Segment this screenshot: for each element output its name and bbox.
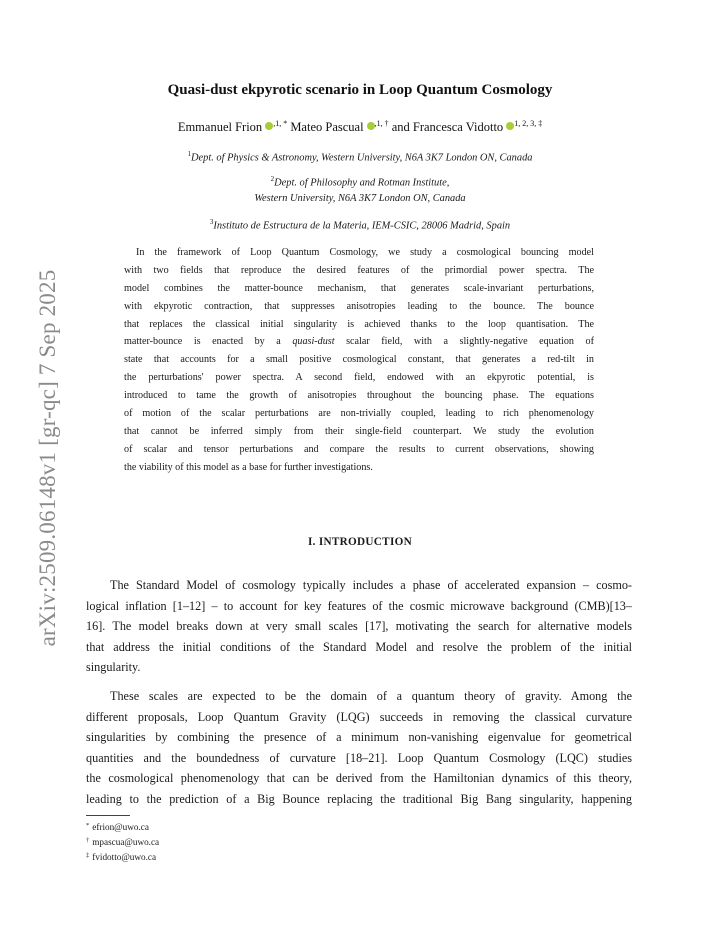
author-name: Mateo Pascual <box>290 120 364 134</box>
abstract-line: state that accounts for a small positive cosmological constant, that generates a red-tilt in <box>124 354 594 366</box>
abstract-line: with ekpyrotic contraction, that suppresses anisotropies leading to the bounce. The bounce <box>124 300 594 312</box>
paragraph-line: These scales are expected to be the domain of a quantum theory of gravity. Among the <box>110 689 632 703</box>
abstract-line: introduced to tame the growth of anisotropies throughout the bouncing phase. The equations <box>124 390 594 402</box>
footnote-email[interactable]: efrion@uwo.ca <box>92 822 149 832</box>
abstract-line: that cannot be inferred simply from their single-field counterpart. We study the evolution <box>124 425 594 437</box>
abstract-line: with two fields that reproduce the desired features of the primordial power spectra. The <box>124 264 594 276</box>
orcid-icon[interactable] <box>265 122 273 130</box>
paragraph-line: that address the initial conditions of the Standard Model and resolve the problem of the initial <box>86 639 632 654</box>
paragraph <box>86 575 632 678</box>
abstract-line: of motion of the scalar perturbations are non-trivially coupled, leading to rich phenomenology <box>124 408 594 420</box>
author-marks: ,1, * <box>273 119 288 128</box>
author-marks: 1, 2, 3, ‡ <box>514 119 543 128</box>
abstract-line: the viability of this model as a base for further investigations. <box>124 461 373 473</box>
footnote: * efrion@uwo.ca <box>86 822 149 832</box>
paragraph-line: leading to the prediction of a Big Bounce replacing the traditional Big Bang singularity, happening <box>86 791 632 806</box>
footnote-rule <box>86 815 130 816</box>
affiliation: Western University, N6A 3K7 London ON, Canada <box>254 193 466 204</box>
abstract-line: matter-bounce is enacted by a quasi-dust scalar field, with a slightly-negative equation of <box>124 336 594 348</box>
abstract-line: of scalar and tensor perturbations and compare the results to current observations, showing <box>124 443 594 455</box>
footnote: ‡ fvidotto@uwo.ca <box>86 852 157 862</box>
author-list <box>0 119 720 135</box>
section-heading: I. INTRODUCTION <box>308 536 412 548</box>
footnote-email[interactable]: fvidotto@uwo.ca <box>92 852 157 862</box>
arxiv-stamp: arXiv:2509.06148v1 [gr-qc] 7 Sep 2025 <box>35 269 60 647</box>
abstract <box>124 244 594 477</box>
paragraph-line: singularities by combining the presence of a minimum non-vanishing eigenvalue for geometrical <box>86 730 632 745</box>
footnote: † mpascua@uwo.ca <box>86 837 160 847</box>
emphasis: quasi-dust <box>292 336 335 348</box>
affiliation: $^1$Dept. of Physics & Astronomy, Western University, N6A 3K7 London ON, Canada <box>187 150 533 164</box>
abstract-line: In the framework of Loop Quantum Cosmology, we study a cosmological bouncing model <box>136 247 594 258</box>
footnote-email[interactable]: mpascua@uwo.ca <box>92 837 160 847</box>
paper-title: Quasi-dust ekpyrotic scenario in Loop Quantum Cosmology <box>167 82 553 98</box>
abstract-line: the perturbations' power spectra. A second field, endowed with an ekpyrotic potential, is <box>124 372 594 384</box>
paragraph-line: different proposals, Loop Quantum Gravity (LQG) succeeds in removing the classical curvature <box>86 709 632 724</box>
paragraph-line: the cosmological phenomenology that can be derived from the Hamiltonian dynamics of this theory, <box>86 771 632 786</box>
author-marks: ,1, † <box>374 119 389 128</box>
paragraph <box>86 686 632 810</box>
paragraph-line: The Standard Model of cosmology typically includes a phase of accelerated expansion – cosmo- <box>110 578 632 592</box>
affiliation: $^3$Instituto de Estructura de la Materia, IEM-CSIC, 28006 Madrid, Spain <box>209 218 511 232</box>
paragraph-line: quantities and the boundedness of curvature [18–21]. Loop Quantum Cosmology (LQC) studies <box>86 750 632 765</box>
abstract-line: that replaces the classical initial singularity is achieved thanks to the loop quantisation. The <box>124 318 594 330</box>
affiliation: $^2$Dept. of Philosophy and Rotman Institute, <box>270 175 450 189</box>
paragraph-line: singularity. <box>86 660 141 675</box>
author-name: and Francesca Vidotto <box>391 120 504 134</box>
orcid-icon[interactable] <box>506 122 514 130</box>
author-name: Emmanuel Frion <box>177 120 263 134</box>
paragraph-line: logical inflation [1–12] – to account for key features of the cosmic microwave background (CMB)[13– <box>86 598 632 613</box>
orcid-icon[interactable] <box>367 122 375 130</box>
abstract-line: model combines the matter-bounce mechanism, that generates scale-invariant perturbations, <box>124 282 594 294</box>
paragraph-line: 16]. The model breaks down at very small scales [17], motivating the search for alternative models <box>86 619 632 634</box>
